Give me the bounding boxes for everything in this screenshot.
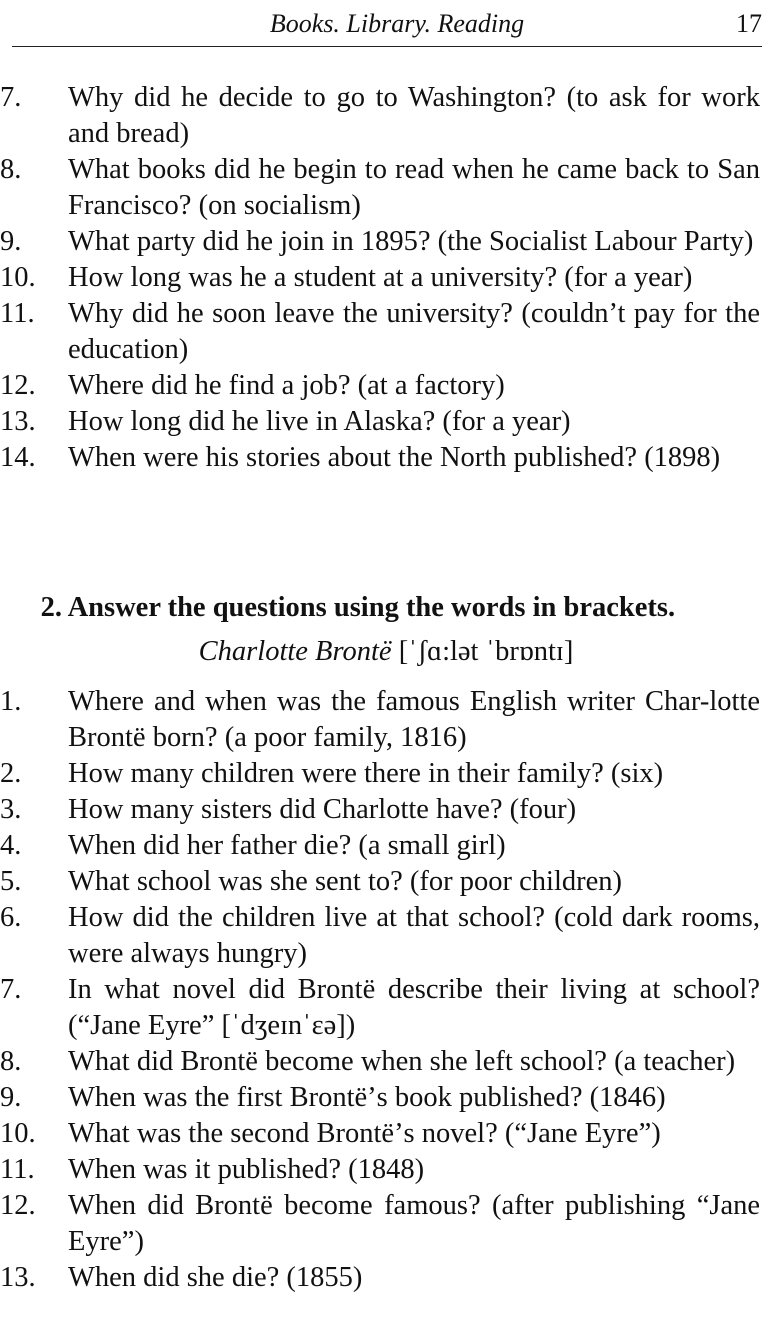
- question-item: [0, 792, 772, 828]
- exercise-heading: [0, 590, 772, 626]
- question-number: 11.: [0, 298, 35, 329]
- question-item: [0, 440, 772, 476]
- question-number: 11.: [0, 1154, 35, 1185]
- question-text: How long did he live in Alaska? (for a year): [68, 406, 571, 437]
- question-number: 12.: [0, 1190, 36, 1221]
- question-number: 10.: [0, 1118, 36, 1149]
- question-number: 8.: [0, 154, 22, 185]
- question-item: [0, 1116, 772, 1152]
- question-item: [0, 260, 772, 296]
- subject-heading: [0, 634, 772, 670]
- question-text: Where did he find a job? (at a factory): [68, 370, 505, 401]
- exercise-instruction: Answer the questions using the words in brackets.: [67, 592, 676, 623]
- question-number: 7.: [0, 82, 22, 113]
- question-number: 9.: [0, 1082, 22, 1113]
- question-number: 13.: [0, 406, 36, 437]
- question-list-continued: [0, 80, 772, 476]
- subject-transcription: [ˈʃɑ:lət ˈbrɒntɪ]: [398, 636, 574, 667]
- question-text: When was the first Brontё’s book published? (1846): [68, 1082, 666, 1113]
- question-item: [0, 224, 772, 260]
- question-number: 1.: [0, 686, 22, 717]
- question-item: [0, 1260, 772, 1296]
- question-text: How long was he a student at a university? (for a year): [68, 262, 693, 293]
- question-item: [0, 80, 772, 152]
- question-number: 14.: [0, 442, 36, 473]
- question-item: [0, 684, 772, 756]
- question-text: What did Brontё become when she left school? (a teacher): [68, 1046, 736, 1077]
- question-number: 4.: [0, 830, 22, 861]
- question-text: In what novel did Brontё describe their living at school? (“Jane Eyre” [ˈdʒeɪnˈɛə]): [68, 974, 760, 1041]
- question-number: 7.: [0, 974, 22, 1005]
- question-number: 3.: [0, 794, 22, 825]
- exercise-number: 2.: [40, 592, 62, 623]
- question-number: 5.: [0, 866, 22, 897]
- question-item: [0, 756, 772, 792]
- question-number: 6.: [0, 902, 22, 933]
- question-text: Why did he decide to go to Washington? (to ask for work and bread): [68, 82, 760, 149]
- question-text: When was it published? (1848): [68, 1154, 425, 1185]
- subject-name: Charlotte Brontё: [198, 636, 392, 667]
- running-head: [12, 0, 762, 47]
- question-number: 10.: [0, 262, 36, 293]
- question-text: How many sisters did Charlotte have? (four): [68, 794, 577, 825]
- question-item: [0, 152, 772, 224]
- question-text: What party did he join in 1895? (the Socialist Labour Party): [68, 226, 754, 257]
- question-text: What school was she sent to? (for poor children): [68, 866, 622, 897]
- question-text: When were his stories about the North published? (1898): [68, 442, 721, 473]
- running-title: Books. Library. Reading: [269, 9, 525, 38]
- question-item: [0, 1188, 772, 1260]
- question-item: [0, 1152, 772, 1188]
- question-text: What books did he begin to read when he came back to San Francisco? (on socialism): [68, 154, 760, 221]
- question-number: 12.: [0, 370, 36, 401]
- question-item: [0, 404, 772, 440]
- question-item: [0, 1044, 772, 1080]
- question-item: [0, 828, 772, 864]
- question-item: [0, 972, 772, 1044]
- question-text: How many children were there in their family? (six): [68, 758, 664, 789]
- question-item: [0, 864, 772, 900]
- question-item: [0, 368, 772, 404]
- question-number: 2.: [0, 758, 22, 789]
- question-text: Why did he soon leave the university? (couldn’t pay for the education): [68, 298, 760, 365]
- question-item: [0, 900, 772, 972]
- question-text: Where and when was the famous English writer Char-lotte Brontё born? (a poor family, 1816): [68, 686, 760, 753]
- page-number: 17: [736, 9, 762, 38]
- question-item: [0, 1080, 772, 1116]
- question-text: How did the children live at that school? (cold dark rooms, were always hungry): [68, 902, 760, 969]
- question-number: 13.: [0, 1262, 36, 1293]
- question-text: When did Brontё become famous? (after publishing “Jane Eyre”): [68, 1190, 760, 1257]
- question-number: 9.: [0, 226, 22, 257]
- question-number: 8.: [0, 1046, 22, 1077]
- question-item: [0, 296, 772, 368]
- question-list-bronte: [0, 684, 772, 1296]
- question-text: When did her father die? (a small girl): [68, 830, 506, 861]
- question-text: When did she die? (1855): [68, 1262, 363, 1293]
- question-text: What was the second Brontё’s novel? (“Jane Eyre”): [68, 1118, 661, 1149]
